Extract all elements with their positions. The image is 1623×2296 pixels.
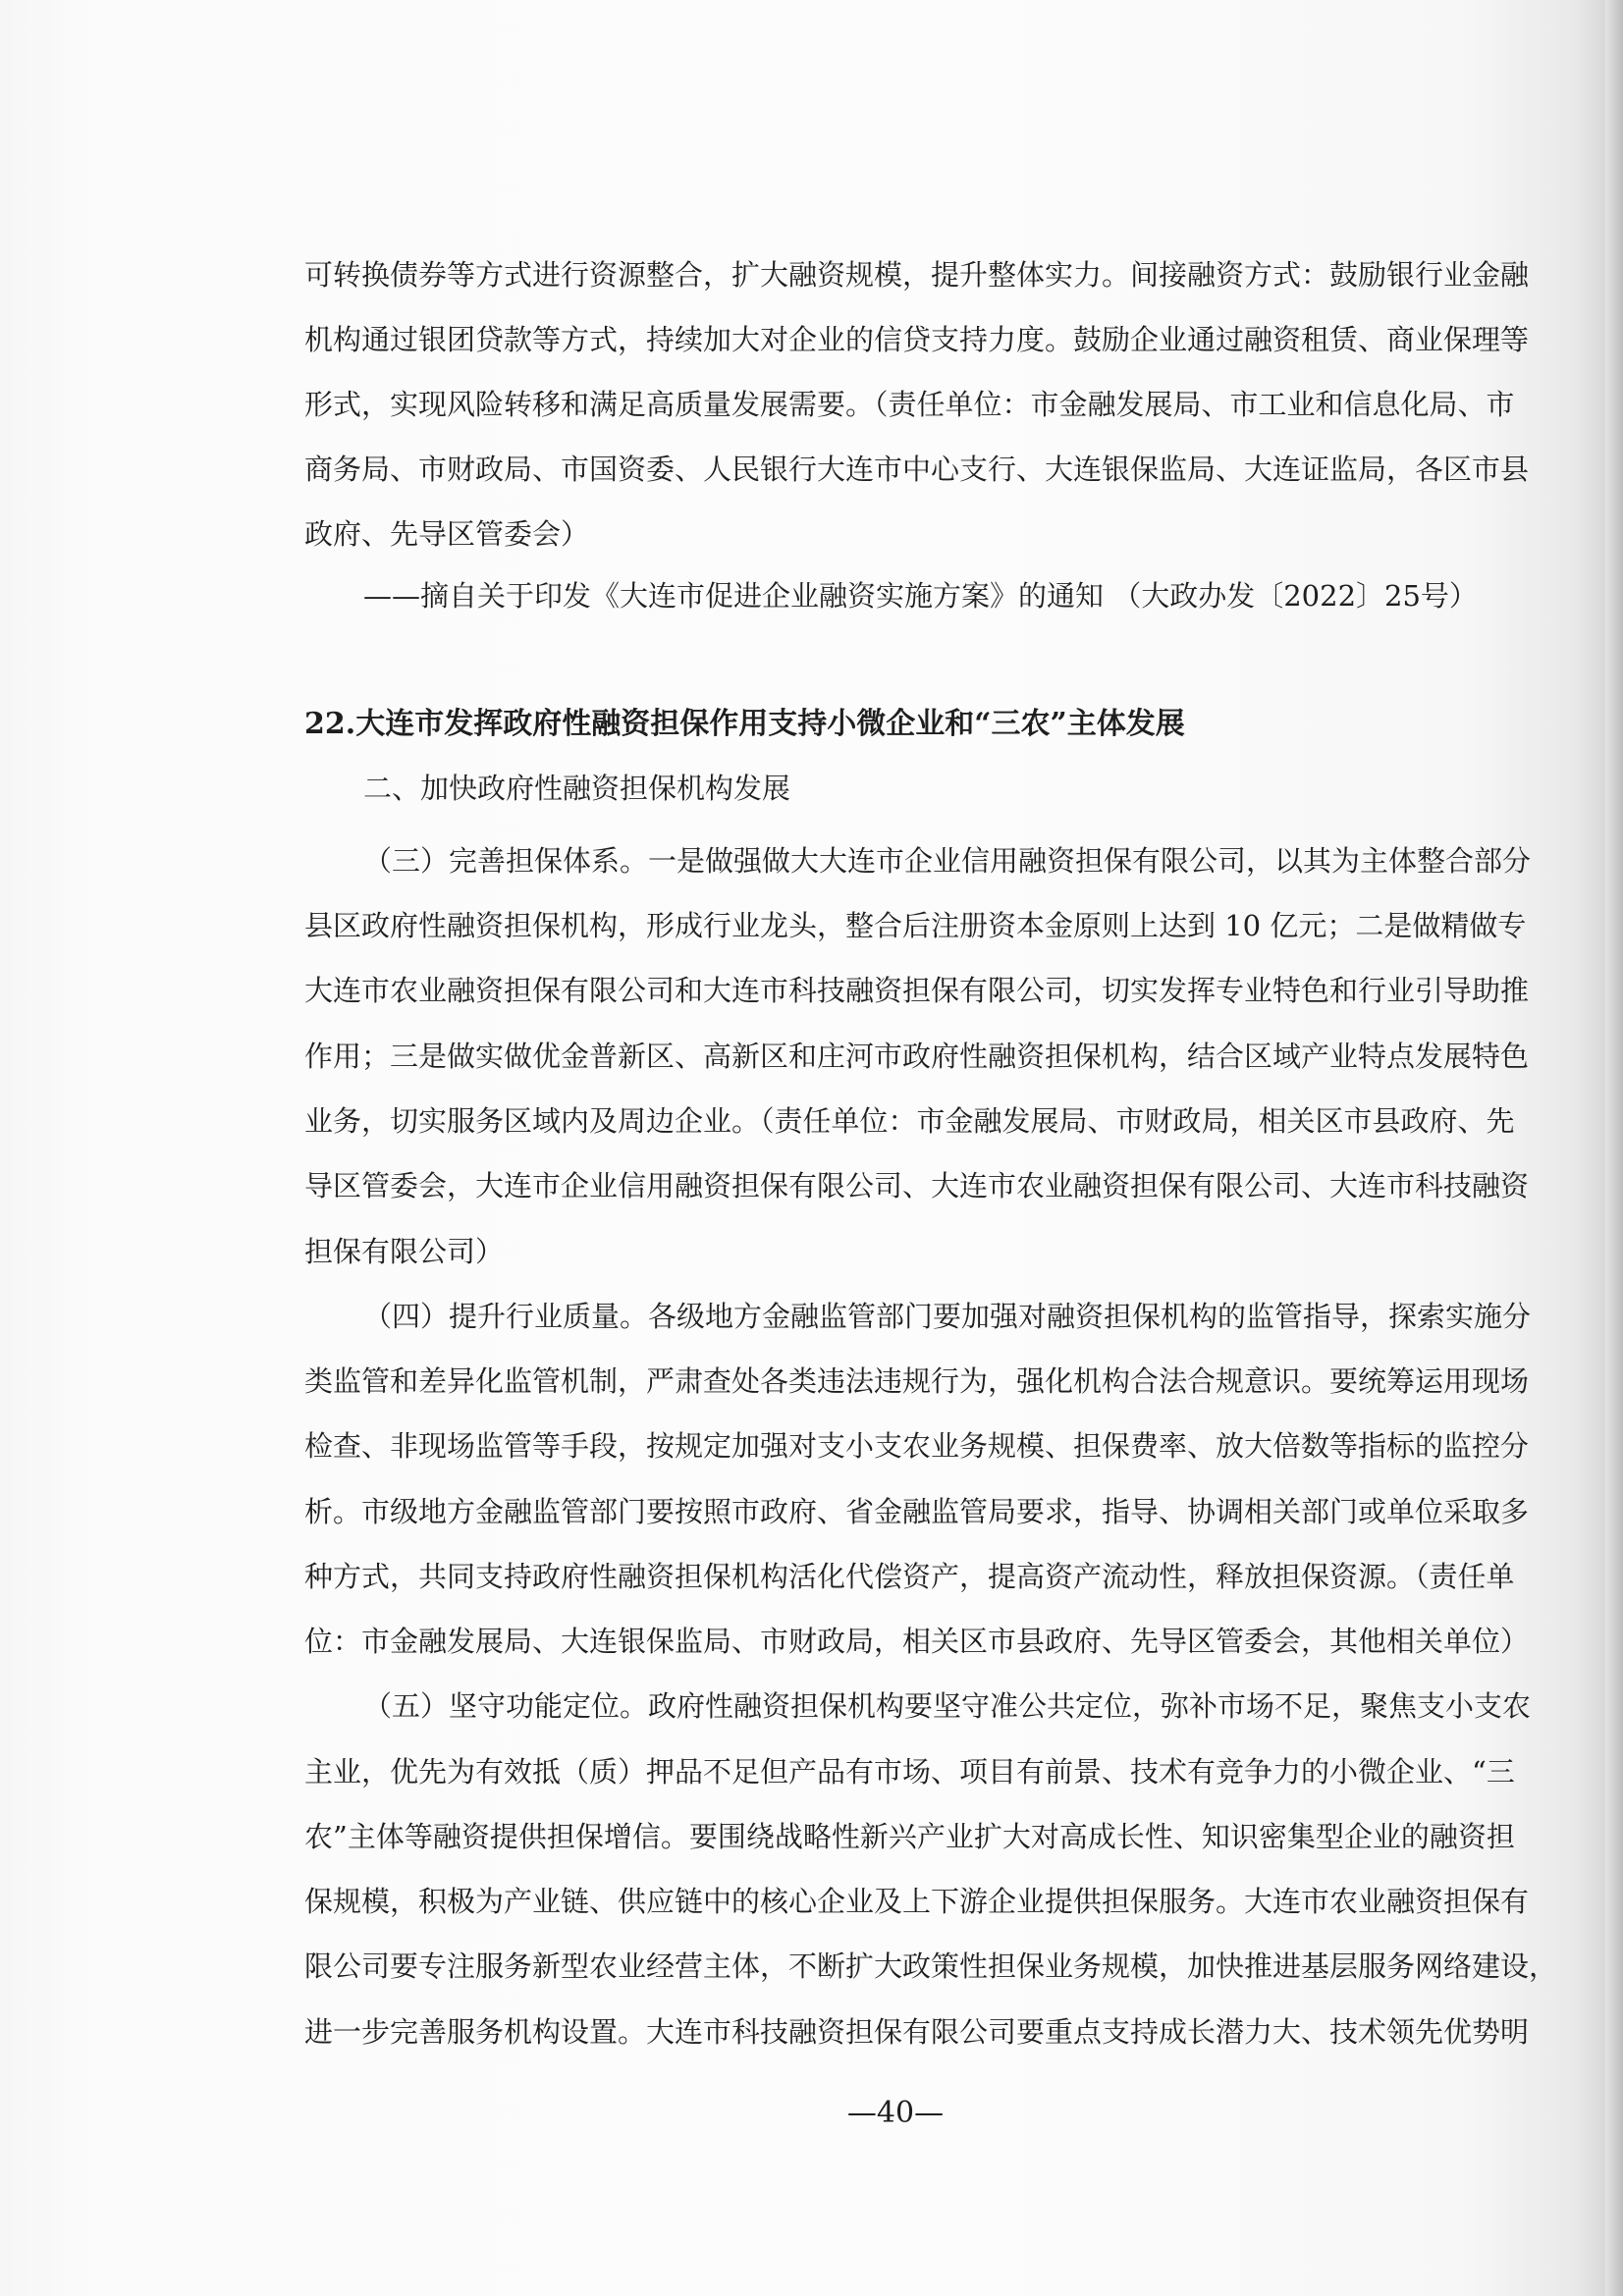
text-line: 作用；三是做实做优金普新区、高新区和庄河市政府性融资担保机构，结合区域产业特点发展特色: [304, 1040, 1530, 1073]
text-line: 农”主体等融资提供担保增信。要围绕战略性新兴产业扩大对高成长性、知识密集型企业的融资担: [304, 1820, 1515, 1853]
text-line: 业务，切实服务区域内及周边企业。（责任单位：市金融发展局、市财政局，相关区市县政府、先: [304, 1104, 1515, 1138]
text-line: 保规模，积极为产业链、供应链中的核心企业及上下游企业提供担保服务。大连市农业融资担保有: [304, 1885, 1530, 1918]
text-line: 类监管和差异化监管机制，严肃查处各类违法违规行为，强化机构合法合规意识。要统筹运用现场: [304, 1364, 1530, 1398]
text-line: 检查、非现场监管等手段，按规定加强对支小支农业务规模、担保费率、放大倍数等指标的监控分: [304, 1429, 1530, 1463]
text-line: 种方式，共同支持政府性融资担保机构活化代偿资产，提高资产流动性，释放担保资源。（责任单: [304, 1560, 1515, 1593]
subsection-heading: 二、加快政府性融资担保机构发展: [363, 772, 791, 805]
text-line: 大连市农业融资担保有限公司和大连市科技融资担保有限公司，切实发挥专业特色和行业引导助推: [304, 974, 1530, 1007]
text-line: 进一步完善服务机构设置。大连市科技融资担保有限公司要重点支持成长潜力大、技术领先优势明: [304, 2015, 1530, 2049]
text-line: 导区管委会，大连市企业信用融资担保有限公司、大连市农业融资担保有限公司、大连市科技融资: [304, 1169, 1530, 1202]
page-number: —40—: [846, 2096, 945, 2130]
text-line: 机构通过银团贷款等方式，持续加大对企业的信贷支持力度。鼓励企业通过融资租赁、商业保理等: [304, 323, 1530, 356]
text-line: （三）完善担保体系。一是做强做大大连市企业信用融资担保有限公司，以其为主体整合部分: [363, 844, 1532, 878]
text-line: 形式，实现风险转移和满足高质量发展需要。（责任单位：市金融发展局、市工业和信息化局、市: [304, 388, 1515, 421]
text-line: 担保有限公司）: [304, 1235, 505, 1268]
text-line: 政府、先导区管委会）: [304, 517, 590, 551]
text-line: 可转换债券等方式进行资源整合，扩大融资规模，提升整体实力。间接融资方式：鼓励银行业金融: [304, 258, 1530, 292]
text-line: 主业，优先为有效抵（质）押品不足但产品有市场、项目有前景、技术有竞争力的小微企业、“三: [304, 1755, 1515, 1789]
section-heading: 22.大连市发挥政府性融资担保作用支持小微企业和“三农”主体发展: [304, 707, 1185, 741]
text-line: 位：市金融发展局、大连银保监局、市财政局，相关区市县政府、先导区管委会，其他相关单位）: [304, 1625, 1530, 1658]
text-line: 析。市级地方金融监管部门要按照市政府、省金融监管局要求，指导、协调相关部门或单位采取多: [304, 1495, 1530, 1528]
text-line: （五）坚守功能定位。政府性融资担保机构要坚守准公共定位，弥补市场不足，聚焦支小支农: [363, 1689, 1532, 1723]
text-line: （四）提升行业质量。各级地方金融监管部门要加强对融资担保机构的监管指导，探索实施分: [363, 1300, 1532, 1333]
scan-edge-shadow: [1605, 0, 1623, 2296]
text-line: 县区政府性融资担保机构，形成行业龙头，整合后注册资本金原则上达到 10 亿元；二是做精做专: [304, 909, 1527, 942]
text-line: 限公司要专注服务新型农业经营主体，不断扩大政策性担保业务规模，加快推进基层服务网络建设，: [304, 1949, 1558, 1983]
text-line: 商务局、市财政局、市国资委、人民银行大连市中心支行、大连银保监局、大连证监局，各区市县: [304, 453, 1530, 486]
source-citation: ——摘自关于印发《大连市促进企业融资实施方案》的通知 （大政办发〔2022〕25号）: [363, 579, 1478, 613]
